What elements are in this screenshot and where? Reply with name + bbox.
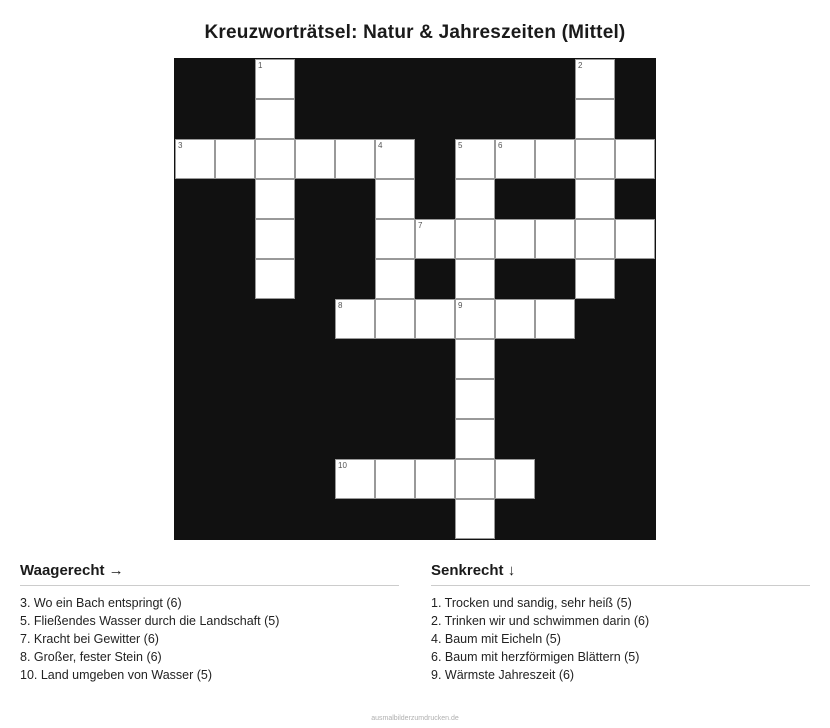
clues-section <box>20 562 810 684</box>
crossword-cell-block <box>375 499 415 539</box>
crossword-cell-open[interactable] <box>255 259 295 299</box>
clues-down-list <box>431 594 810 684</box>
crossword-cell-block <box>335 99 375 139</box>
crossword-cell-open[interactable] <box>455 419 495 459</box>
crossword-cell-block <box>615 419 655 459</box>
crossword-cell-block <box>455 59 495 99</box>
crossword-cell-open[interactable] <box>455 459 495 499</box>
crossword-cell-block <box>415 339 455 379</box>
crossword-cell-open[interactable] <box>455 219 495 259</box>
crossword-cell-block <box>615 59 655 99</box>
crossword-cell-open[interactable] <box>415 219 455 259</box>
crossword-cell-block <box>535 59 575 99</box>
crossword-cell-block <box>255 499 295 539</box>
crossword-cell-block <box>255 379 295 419</box>
crossword-cell-open[interactable] <box>415 459 455 499</box>
cell-number: 9 <box>458 301 463 310</box>
clue-item: 5. Fließendes Wasser durch die Landschaft (5) <box>20 614 280 628</box>
crossword-cell-open[interactable] <box>615 219 655 259</box>
crossword-cell-block <box>255 459 295 499</box>
page-title: Kreuzworträtsel: Natur & Jahreszeiten (Mittel) <box>204 22 626 43</box>
crossword-cell-open[interactable] <box>255 99 295 139</box>
clues-down-heading: Senkrecht ↓ <box>431 562 810 586</box>
crossword-cell-open[interactable] <box>335 139 375 179</box>
crossword-cell-block <box>175 379 215 419</box>
crossword-cell-block <box>215 59 255 99</box>
clue-item: 9. Wärmste Jahreszeit (6) <box>431 668 575 682</box>
crossword-cell-block <box>615 499 655 539</box>
crossword-cell-block <box>335 339 375 379</box>
crossword-cell-block <box>335 499 375 539</box>
crossword-cell-block <box>295 299 335 339</box>
crossword-cell-open[interactable] <box>335 299 375 339</box>
crossword-cell-block <box>215 99 255 139</box>
crossword-cell-block <box>215 219 255 259</box>
crossword-cell-block <box>295 459 335 499</box>
crossword-cell-open[interactable] <box>375 299 415 339</box>
crossword-cell-block <box>415 139 455 179</box>
crossword-cell-block <box>495 59 535 99</box>
crossword-cell-open[interactable] <box>495 219 535 259</box>
crossword-cell-block <box>495 259 535 299</box>
crossword-cell-block <box>215 419 255 459</box>
crossword-cell-block <box>335 419 375 459</box>
crossword-cell-open[interactable] <box>455 259 495 299</box>
crossword-cell-block <box>615 99 655 139</box>
crossword-cell-open[interactable] <box>575 59 615 99</box>
crossword-cell-block <box>215 459 255 499</box>
crossword-cell-block <box>615 179 655 219</box>
crossword-cell-block <box>175 459 215 499</box>
crossword-cell-block <box>295 219 335 259</box>
crossword-cell-open[interactable] <box>575 179 615 219</box>
crossword-cell-open[interactable] <box>575 219 615 259</box>
crossword-cell-open[interactable] <box>535 139 575 179</box>
cell-number: 1 <box>258 61 263 70</box>
crossword-cell-open[interactable] <box>455 379 495 419</box>
crossword-cell-block <box>615 379 655 419</box>
crossword-cell-block <box>495 499 535 539</box>
crossword-cell-open[interactable] <box>535 299 575 339</box>
crossword-cell-block <box>575 299 615 339</box>
crossword-cell-block <box>255 299 295 339</box>
crossword-cell-open[interactable] <box>375 219 415 259</box>
crossword-cell-block <box>215 259 255 299</box>
crossword-cell-block <box>295 59 335 99</box>
crossword-cell-block <box>175 179 215 219</box>
clues-across-heading: Waagerecht → <box>20 562 399 586</box>
crossword-cell-open[interactable] <box>455 139 495 179</box>
crossword-cell-open[interactable] <box>175 139 215 179</box>
crossword-cell-block <box>535 499 575 539</box>
crossword-cell-block <box>375 419 415 459</box>
crossword-cell-block <box>535 459 575 499</box>
crossword-grid <box>174 58 656 540</box>
cell-number: 8 <box>338 301 343 310</box>
crossword-cell-block <box>175 99 215 139</box>
cell-number: 2 <box>578 61 583 70</box>
crossword-cell-block <box>495 99 535 139</box>
crossword-cell-block <box>575 419 615 459</box>
clue-item: 8. Großer, fester Stein (6) <box>20 650 162 664</box>
crossword-cell-open[interactable] <box>495 299 535 339</box>
crossword-cell-block <box>215 339 255 379</box>
clue-item: 2. Trinken wir und schwimmen darin (6) <box>431 614 650 628</box>
clue-item: 3. Wo ein Bach entspringt (6) <box>20 596 182 610</box>
footer-watermark: ausmalbilderzumdrucken.de <box>371 715 459 722</box>
crossword-cell-block <box>535 379 575 419</box>
crossword-cell-block <box>335 259 375 299</box>
crossword-cell-open[interactable] <box>575 259 615 299</box>
crossword-cell-open[interactable] <box>295 139 335 179</box>
crossword-cell-block <box>175 259 215 299</box>
crossword-cell-open[interactable] <box>455 179 495 219</box>
crossword-cell-block <box>615 259 655 299</box>
crossword-cell-block <box>375 339 415 379</box>
crossword-cell-block <box>535 259 575 299</box>
crossword-cell-block <box>415 259 455 299</box>
crossword-cell-open[interactable] <box>415 299 455 339</box>
crossword-cell-block <box>415 379 455 419</box>
crossword-cell-block <box>415 499 455 539</box>
crossword-cell-block <box>215 299 255 339</box>
crossword-cell-open[interactable] <box>255 219 295 259</box>
crossword-cell-block <box>175 339 215 379</box>
crossword-cell-block <box>175 219 215 259</box>
crossword-cell-open[interactable] <box>495 459 535 499</box>
crossword-cell-open[interactable] <box>495 139 535 179</box>
crossword-cell-open[interactable] <box>375 259 415 299</box>
crossword-cell-block <box>295 339 335 379</box>
crossword-cell-block <box>415 179 455 219</box>
crossword-cell-open[interactable] <box>455 499 495 539</box>
crossword-cell-block <box>295 99 335 139</box>
crossword-cell-block <box>255 419 295 459</box>
crossword-cell-block <box>295 379 335 419</box>
crossword-cell-block <box>535 419 575 459</box>
cell-number: 10 <box>338 461 347 470</box>
crossword-cell-block <box>335 379 375 419</box>
cell-number: 7 <box>418 221 423 230</box>
crossword-cell-open[interactable] <box>255 59 295 99</box>
crossword-cell-block <box>495 419 535 459</box>
crossword-cell-block <box>335 179 375 219</box>
crossword-cell-block <box>535 99 575 139</box>
crossword-cell-open[interactable] <box>335 459 375 499</box>
clues-across <box>20 562 399 684</box>
crossword-grid-container <box>0 58 830 540</box>
crossword-cell-block <box>575 379 615 419</box>
crossword-cell-open[interactable] <box>375 139 415 179</box>
crossword-cell-block <box>375 59 415 99</box>
crossword-cell-open[interactable] <box>375 459 415 499</box>
crossword-cell-block <box>215 499 255 539</box>
crossword-cell-block <box>615 339 655 379</box>
crossword-cell-block <box>575 459 615 499</box>
crossword-cell-block <box>375 379 415 419</box>
crossword-cell-block <box>415 99 455 139</box>
crossword-cell-block <box>375 99 415 139</box>
crossword-cell-open[interactable] <box>255 139 295 179</box>
crossword-cell-block <box>455 99 495 139</box>
cell-number: 5 <box>458 141 463 150</box>
crossword-cell-block <box>495 379 535 419</box>
crossword-cell-block <box>215 179 255 219</box>
crossword-cell-block <box>215 379 255 419</box>
crossword-cell-block <box>175 299 215 339</box>
crossword-cell-open[interactable] <box>375 179 415 219</box>
crossword-cell-open[interactable] <box>215 139 255 179</box>
crossword-cell-block <box>415 419 455 459</box>
crossword-cell-open[interactable] <box>535 219 575 259</box>
crossword-cell-open[interactable] <box>615 139 655 179</box>
crossword-cell-block <box>175 499 215 539</box>
cell-number: 3 <box>178 141 183 150</box>
crossword-cell-block <box>495 339 535 379</box>
clue-item: 10. Land umgeben von Wasser (5) <box>20 668 213 682</box>
crossword-cell-block <box>615 299 655 339</box>
crossword-cell-open[interactable] <box>455 339 495 379</box>
cell-number: 6 <box>498 141 503 150</box>
crossword-cell-block <box>615 459 655 499</box>
clue-item: 4. Baum mit Eicheln (5) <box>431 632 561 646</box>
crossword-cell-block <box>295 499 335 539</box>
clue-item: 1. Trocken und sandig, sehr heiß (5) <box>431 596 632 610</box>
crossword-cell-open[interactable] <box>455 299 495 339</box>
crossword-cell-block <box>175 419 215 459</box>
clues-down <box>431 562 810 684</box>
crossword-cell-block <box>575 499 615 539</box>
crossword-cell-block <box>495 179 535 219</box>
crossword-cell-block <box>295 179 335 219</box>
clues-across-list <box>20 594 399 684</box>
crossword-cell-block <box>295 259 335 299</box>
crossword-cell-open[interactable] <box>575 139 615 179</box>
crossword-cell-block <box>535 339 575 379</box>
crossword-cell-block <box>575 339 615 379</box>
crossword-cell-block <box>175 59 215 99</box>
clue-item: 7. Kracht bei Gewitter (6) <box>20 632 159 646</box>
crossword-cell-block <box>535 179 575 219</box>
clue-item: 6. Baum mit herzförmigen Blättern (5) <box>431 650 640 664</box>
crossword-cell-open[interactable] <box>575 99 615 139</box>
crossword-cell-block <box>415 59 455 99</box>
crossword-cell-block <box>335 59 375 99</box>
cell-number: 4 <box>378 141 383 150</box>
crossword-cell-block <box>335 219 375 259</box>
crossword-cell-block <box>295 419 335 459</box>
crossword-cell-open[interactable] <box>255 179 295 219</box>
crossword-cell-block <box>255 339 295 379</box>
